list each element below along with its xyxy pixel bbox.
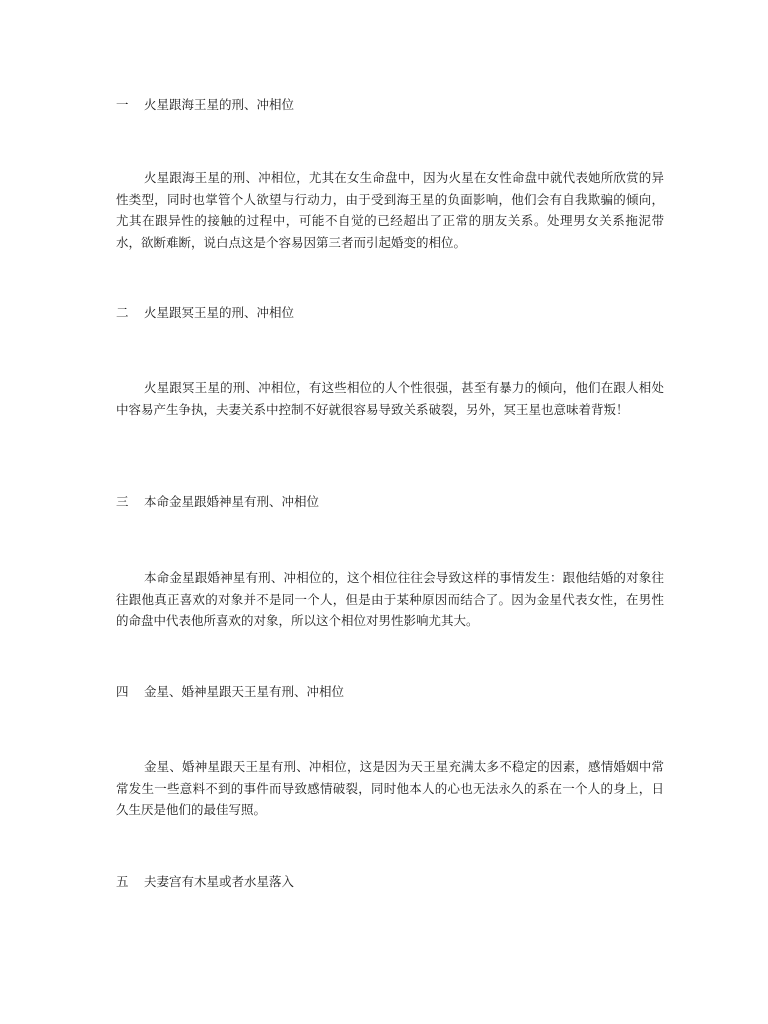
section-paragraph: 金星、婚神星跟天王星有刑、冲相位，这是因为天王星充满太多不稳定的因素，感情婚姻中常常发生一些意料不到的事件而导致感情破裂，同时他本人的心也无法永久的系在一个人的身上，日久生厌是他们的最佳写照。 [116,759,664,817]
section-title: 本命金星跟婚神星有刑、冲相位 [144,494,320,509]
section-title: 火星跟海王星的刑、冲相位 [144,97,295,112]
section-title: 夫妻宫有木星或者水星落入 [144,874,295,889]
section-paragraph: 火星跟海王星的刑、冲相位，尤其在女生命盘中，因为火星在女性命盘中就代表她所欣赏的异性类型，同时也掌管个人欲望与行动力，由于受到海王星的负面影响，他们会有自我欺骗的倾向，尤其在跟异性的接触的过程中，可能不自觉的已经超出了正常的朋友关系。处理男女关系拖泥带水，欲断难断，说白点这是个容易因第三者而引起婚变的相位。 [116,170,664,250]
section-heading [116,493,319,511]
section-paragraph: 本命金星跟婚神星有刑、冲相位的，这个相位往往会导致这样的事情发生：跟他结婚的对象往往跟他真正喜欢的对象并不是同一个人，但是由于某种原因而结合了。因为金星代表女性，在男性的命盘中代表他所喜欢的对象，所以这个相位对男性影响尤其大。 [116,570,664,628]
section-heading [116,304,294,322]
section-number: 二 [116,305,129,320]
section-number: 四 [116,684,129,699]
section-title: 金星、婚神星跟天王星有刑、冲相位 [144,684,345,699]
section-heading [116,96,294,114]
section-number: 五 [116,874,129,889]
section-number: 一 [116,97,129,112]
section-title: 火星跟冥王星的刑、冲相位 [144,305,295,320]
section-heading [116,683,344,701]
section-number: 三 [116,494,129,509]
section-paragraph: 火星跟冥王星的刑、冲相位，有这些相位的人个性很强，甚至有暴力的倾向，他们在跟人相处中容易产生争执，夫妻关系中控制不好就很容易导致关系破裂，另外，冥王星也意味着背叛！ [116,380,664,417]
section-heading [116,873,294,891]
